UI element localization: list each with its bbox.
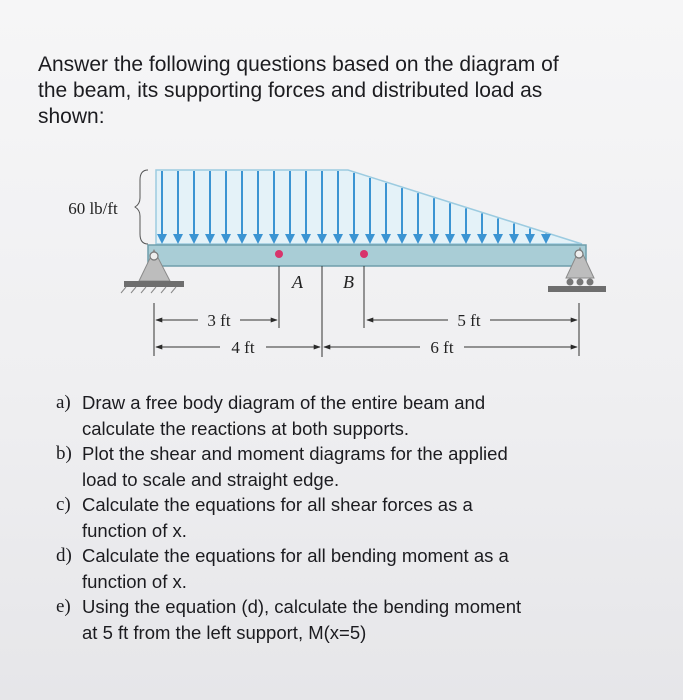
question-label: d)	[56, 545, 72, 566]
question-line: Plot the shear and moment diagrams for the applied	[82, 443, 508, 464]
question-label: b)	[56, 443, 72, 464]
question-label: c)	[56, 494, 71, 515]
question-line: Calculate the equations for all shear forces as a	[82, 494, 473, 515]
point-a-label: A	[292, 272, 303, 292]
question-item	[56, 543, 656, 594]
question-label: e)	[56, 596, 71, 617]
load-brace	[135, 170, 148, 244]
dim-5ft-label: 5 ft	[457, 311, 481, 330]
question-line: Calculate the equations for all bending moment as a	[82, 545, 509, 566]
question-line: load to scale and straight edge.	[82, 468, 340, 490]
question-item	[56, 390, 656, 441]
point-b-marker	[360, 250, 368, 258]
question-line: function of x.	[82, 570, 187, 592]
intro-line: Answer the following questions based on the diagram of	[38, 53, 559, 76]
question-item	[56, 492, 656, 543]
load-intensity-label: 60 lb/ft	[68, 199, 118, 218]
question-label: a)	[56, 392, 71, 413]
intro-line: the beam, its supporting forces and distributed load as	[38, 79, 543, 102]
question-item	[56, 594, 656, 645]
dim-4ft-label: 4 ft	[231, 338, 255, 357]
question-line: at 5 ft from the left support, M(x=5)	[82, 621, 367, 643]
question-line: calculate the reactions at both supports.	[82, 417, 410, 439]
intro-line: shown:	[38, 105, 105, 128]
dim-3ft-label: 3 ft	[207, 311, 231, 330]
question-line: function of x.	[82, 519, 187, 541]
question-line: Draw a free body diagram of the entire beam and	[82, 392, 486, 413]
question-line: Using the equation (d), calculate the bending moment	[82, 596, 522, 617]
dim-6ft-label: 6 ft	[430, 338, 454, 357]
point-b-label: B	[343, 272, 354, 292]
question-item	[56, 441, 656, 492]
point-a-marker	[275, 250, 283, 258]
question-list	[56, 390, 656, 645]
